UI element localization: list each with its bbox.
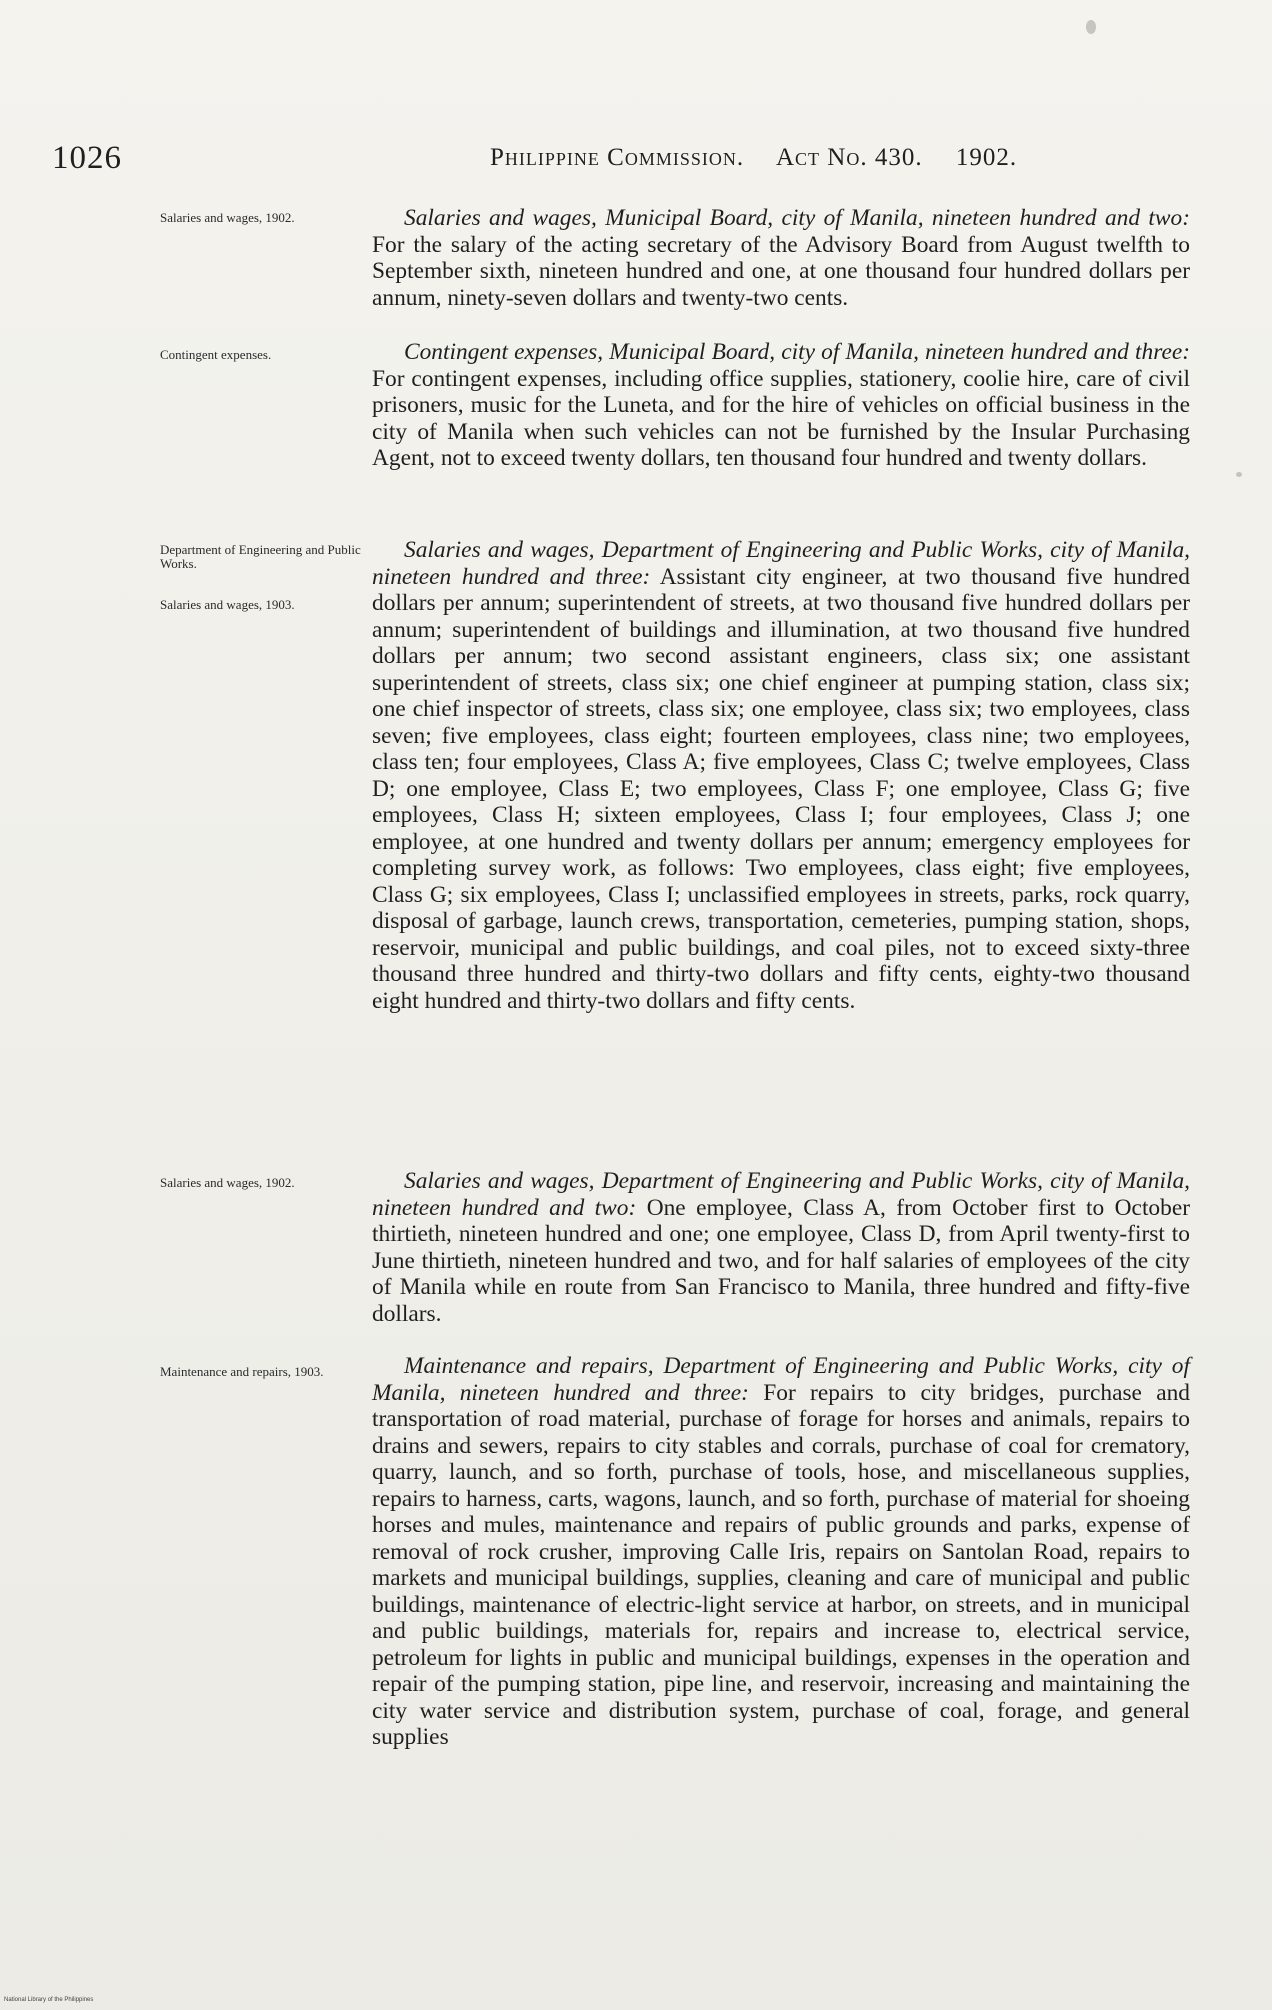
entry-body: For contingent expenses, including office supplies, stationery, coolie hire, care of civil prisoners, music for the Luneta, and for the hire of vehicles on official business in the city of Manila when such vehicles can not be furnished by the Insular Purchasing Agent, not to exceed twenty dollars, ten thousand four hundred and twenty dollars. — [372, 365, 1190, 471]
footer-credit: National Library of the Philippines — [4, 1997, 94, 2003]
entry-heading: Salaries and wages, Department of Engineering and Public Works, city of Manila, nineteen hundred and three: — [372, 537, 1190, 590]
entry-heading: Salaries and wages, Municipal Board, city of Manila, nineteen hundred and two: — [404, 205, 1190, 231]
margin-note-contingent-expenses: Contingent expenses. — [160, 347, 272, 362]
entry-maintenance-repairs-1903 — [372, 1353, 1190, 1751]
ink-smudge — [1236, 472, 1242, 477]
margin-note-salaries-1903: Salaries and wages, 1903. — [160, 597, 295, 612]
entry-body: For repairs to city bridges, purchase and transportation of road material, purchase of forage for horses and animals, repairs to drains and sewers, repairs to city stables and corrals, purchase of coal for crematory, quarry, launch, and so forth, purchase of tools, hose, and miscellaneous supplies, repairs to harness, carts, wagons, launch, and so forth, purchase of material for shoeing horses and mules, maintenance and repairs of public grounds and parks, expense of removal of rock crusher, improving Calle Iris, repairs on Santolan Road, repairs to markets and municipal buildings, supplies, cleaning and care of municipal and public buildings, maintenance of electric-light service at harbor, on streets, and in municipal and public buildings, materials for, repairs and increase to, electrical service, petroleum for lights in public and municipal buildings, expenses in the operation and repair of the pumping station, pipe line, and reservoir, increasing and maintaining the city water service and distribution system, purchase of coal, forage, and general supplies — [372, 1379, 1190, 1750]
entry-engineering-salaries-1903 — [372, 537, 1190, 1014]
margin-note-salaries-1902: Salaries and wages, 1902. — [160, 210, 295, 225]
publication-title: Philippine Commission. — [490, 144, 745, 171]
entry-body: One employee, Class A, from October first to October thirtieth, nineteen hundred and one; one employee, Class D, from April twenty-first to June thirtieth, nineteen hundred and two, and for half salaries of employees of the city of Manila while en route from San Francisco to Manila, three hundred and fifty-five dollars. — [372, 1194, 1190, 1327]
page-number: 1026 — [52, 140, 122, 176]
entry-contingent-expenses-1903 — [372, 339, 1190, 472]
ink-smudge — [1086, 20, 1096, 34]
entry-body: Assistant city engineer, at two thousand five hundred dollars per annum; superintendent of streets, at two thousand five hundred dollars per annum; superintendent of buildings and illumination, at two thousand five hundred dollars per annum; two second assistant engineers, class six; one assistant superintendent of streets, class six; one chief engineer at pumping station, class six; one chief inspector of streets, class six; one employee, class six; two employees, class seven; five employees, class eight; fourteen employees, class nine; two employees, class ten; four employees, Class A; five employees, Class C; twelve employees, Class D; one employee, Class E; two employees, Class F; one employee, Class G; five employees, Class H; sixteen employees, Class I; four employees, Class J; one employee, at one hundred and twenty dollars per annum; emergency employees for completing survey work, as follows: Two employees, class eight; five employees, Class G; six employees, Class I; unclassified employees in streets, parks, rock quarry, disposal of garbage, launch crews, transportation, cemeteries, pumping station, shops, reservoir, municipal and public buildings, and coal piles, not to exceed sixty-three thousand three hundred and thirty-two dollars and fifty cents, eighty-two thousand eight hundred and thirty-two dollars and fifty cents. — [372, 563, 1190, 1014]
margin-note-salaries-1902-second: Salaries and wages, 1902. — [160, 1175, 295, 1190]
act-number: Act No. 430. — [775, 144, 923, 171]
entry-body: For the salary of the acting secretary of the Advisory Board from August twelfth to September sixth, nineteen hundred and one, at one thousand four hundred dollars per annum, ninety-seven dollars and twenty-two cents. — [372, 231, 1190, 311]
margin-note-maintenance-1903: Maintenance and repairs, 1903. — [160, 1364, 324, 1379]
entry-municipal-board-salaries-1902 — [372, 205, 1190, 311]
entry-heading: Maintenance and repairs, Department of Engineering and Public Works, city of Manila, nineteen hundred and three: — [372, 1353, 1190, 1406]
entry-engineering-salaries-1902 — [372, 1168, 1190, 1327]
entry-heading: Salaries and wages, Department of Engineering and Public Works, city of Manila, nineteen hundred and two: — [372, 1168, 1190, 1221]
running-head — [490, 144, 1017, 172]
margin-note-engineering-department: Department of Engineering and Public Works. — [160, 542, 361, 571]
year: 1902. — [955, 144, 1018, 171]
entry-heading: Contingent expenses, Municipal Board, city of Manila, nineteen hundred and three: — [404, 339, 1190, 365]
